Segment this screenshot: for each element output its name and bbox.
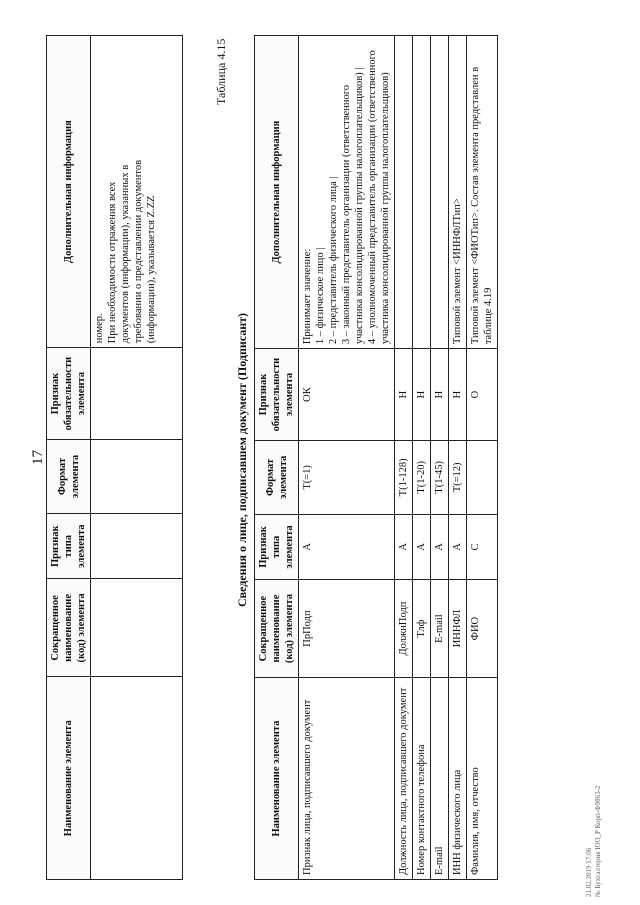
info-line: При необходимости отражения всех: [107, 181, 118, 344]
header-cell: Признак типа элемента: [47, 514, 91, 579]
cell-format: [91, 439, 183, 513]
table-row: [299, 36, 395, 880]
table-row: [413, 36, 431, 880]
footer-line: № Бухгалтерия ЮО_Р Корп-Ф9863-2: [594, 785, 602, 897]
table-header-row: [47, 36, 91, 880]
table-row: [431, 36, 449, 880]
cell-name: Номер контактного телефона: [413, 678, 431, 880]
table-label: Таблица 4.15: [214, 38, 228, 105]
cell-info: Типовой элемент <ФИОТип>. Состав элемента представлен в таблице 4.19: [467, 36, 498, 349]
cell-required: [91, 348, 183, 440]
cell-format: T(=12): [449, 440, 467, 514]
info-line: документов (информации), указанных в: [120, 164, 131, 344]
table-row: [91, 36, 183, 880]
cell-name: Признак лица, подписавшего документ: [299, 678, 395, 880]
cell-required: ОК: [299, 349, 395, 441]
header-cell: Формат элемента: [255, 440, 299, 514]
cell-format: T(1-128): [395, 440, 413, 514]
footer-stamp: [585, 786, 603, 897]
cell-type: А: [299, 514, 395, 579]
cell-required: О: [467, 349, 498, 441]
cell-type: А: [413, 514, 431, 579]
header-cell: Дополнительная информация: [47, 36, 91, 348]
cell-name: Фамилия, имя, отчество: [467, 678, 498, 880]
table-header-row: [255, 36, 299, 880]
cell-name: ИНН физического лица: [449, 678, 467, 880]
cell-type: А: [431, 514, 449, 579]
header-cell: Признак обязательности элемента: [255, 349, 299, 441]
cell-name: [91, 677, 183, 880]
cell-type: А: [449, 514, 467, 579]
info-line: (информации), указывается Z.ZZ: [146, 195, 157, 344]
cell-code: [91, 579, 183, 677]
cell-type: С: [467, 514, 498, 579]
footer-line: 21.02.2019 17:06: [585, 847, 593, 897]
cell-code: E-mail: [431, 580, 449, 678]
cell-format: T(1-20): [413, 440, 431, 514]
cell-format: T(1-45): [431, 440, 449, 514]
cell-info: Типовой элемент <ИННФЛТип>: [449, 36, 467, 349]
cell-info: [413, 36, 431, 349]
cell-info: [299, 36, 395, 349]
info-line: 2 – представитель физического лица |: [328, 176, 339, 345]
header-cell: Сокращенное наименование (код) элемента: [47, 579, 91, 677]
table-row: [467, 36, 498, 880]
cell-required: Н: [413, 349, 431, 441]
cell-code: Тлф: [413, 580, 431, 678]
header-cell: Формат элемента: [47, 439, 91, 513]
cell-info: [431, 36, 449, 349]
cell-required: Н: [449, 349, 467, 441]
cell-code: ИННФЛ: [449, 580, 467, 678]
table-signer: [254, 35, 498, 880]
header-cell: Сокращенное наименование (код) элемента: [255, 580, 299, 678]
cell-code: ФИО: [467, 580, 498, 678]
header-cell: Признак обязательности элемента: [47, 348, 91, 440]
cell-name: Должность лица, подписавшего документ: [395, 678, 413, 880]
header-cell: Дополнительная информация: [255, 36, 299, 349]
cell-required: Н: [395, 349, 413, 441]
cell-info: [395, 36, 413, 349]
info-line: 1 – физическое лицо |: [315, 247, 326, 345]
cell-required: Н: [431, 349, 449, 441]
info-line: номер.: [94, 313, 105, 344]
table-continued: [46, 35, 183, 880]
header-cell: Наименование элемента: [47, 677, 91, 880]
cell-name: E-mail: [431, 678, 449, 880]
cell-type: [91, 514, 183, 579]
info-line: требовании о представлении документов: [133, 159, 144, 344]
table-row: [449, 36, 467, 880]
cell-format: T(=1): [299, 440, 395, 514]
table-row: [395, 36, 413, 880]
cell-code: ДолжнПодп: [395, 580, 413, 678]
cell-info: [91, 36, 183, 348]
info-line: 3 – законный представитель организации (ответственного участника консолидированной группы налогоплательщиков) |: [341, 67, 365, 345]
cell-code: ПрПодп: [299, 580, 395, 678]
header-cell: Наименование элемента: [255, 678, 299, 880]
info-line: Принимает значение:: [302, 248, 313, 345]
cell-type: А: [395, 514, 413, 579]
header-cell: Признак типа элемента: [255, 514, 299, 579]
page-number: 17: [30, 450, 46, 465]
info-line: 4 – уполномоченный представитель организации (ответственного участника консолидированной группы налогоплательщиков): [367, 50, 391, 345]
cell-format: [467, 440, 498, 514]
table-caption: Сведения о лице, подписавшем документ (Подписант): [235, 312, 249, 608]
